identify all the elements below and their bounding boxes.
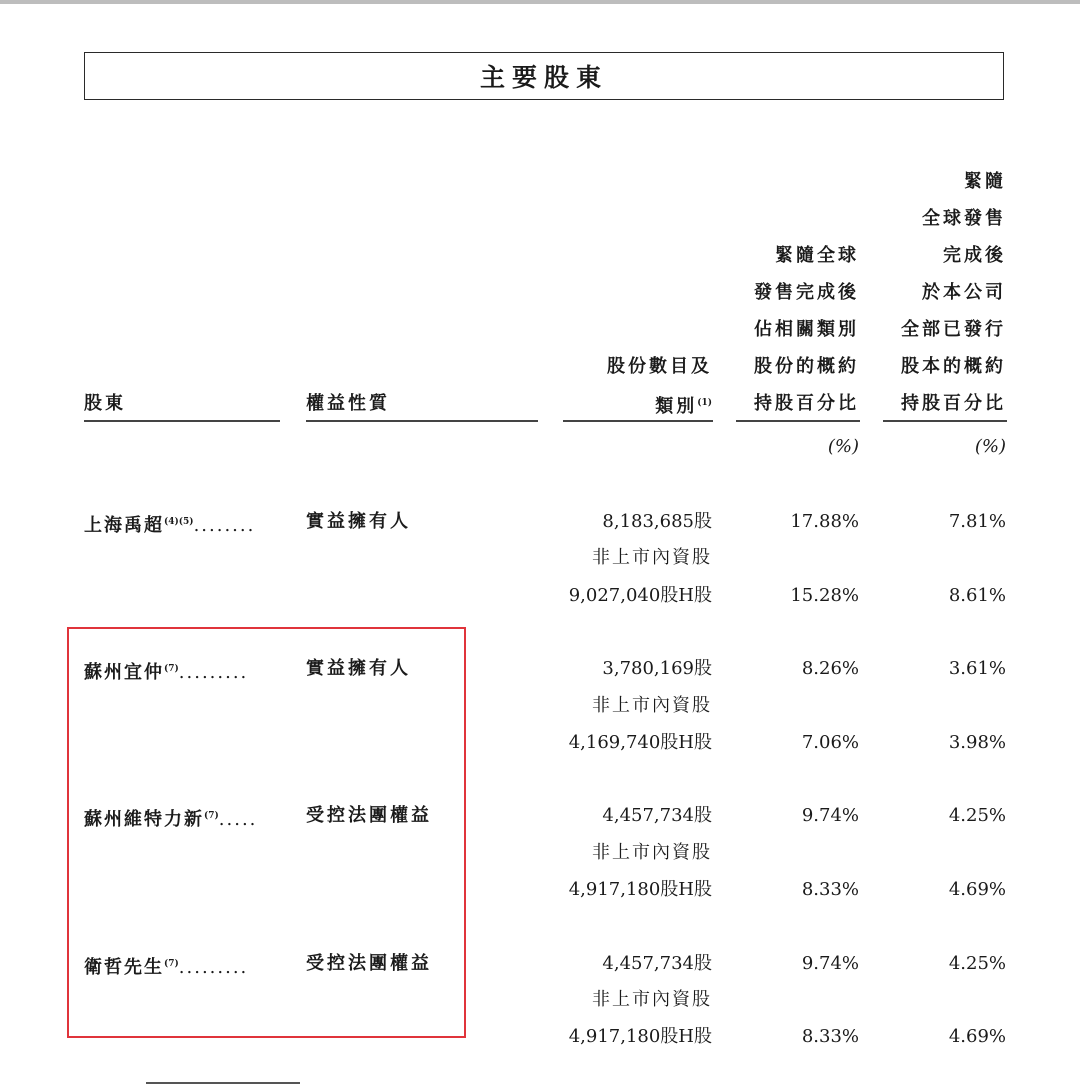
header-shares-line1: 股份數目及 bbox=[607, 356, 712, 377]
total-pct: 3.61% bbox=[948, 658, 1006, 679]
share-class: 非上市內資股 bbox=[592, 547, 712, 568]
header-total-pct bbox=[870, 163, 1006, 422]
header-total-pct-line: 持股百分比 bbox=[901, 393, 1006, 414]
header-class-pct-line: 佔相關類別 bbox=[754, 319, 859, 340]
top-page-border bbox=[0, 0, 1080, 4]
footnote-ref: (4)(5) bbox=[164, 517, 194, 527]
share-class: 非上市內資股 bbox=[592, 842, 712, 863]
share-class: 非上市內資股 bbox=[592, 695, 712, 716]
header-shares-note: (1) bbox=[697, 398, 712, 408]
class-pct: 9.74% bbox=[801, 953, 859, 974]
class-pct: 8.26% bbox=[801, 658, 859, 679]
share-count: 4,917,180股H股 bbox=[568, 879, 712, 900]
leader-dots: ..... bbox=[218, 809, 258, 830]
header-total-pct-line: 緊隨 bbox=[964, 171, 1006, 192]
share-count: 4,169,740股H股 bbox=[568, 732, 712, 753]
leader-dots: ........ bbox=[193, 515, 256, 536]
share-count: 9,027,040股H股 bbox=[568, 585, 712, 606]
highlight-box bbox=[67, 627, 466, 1038]
header-total-pct-line: 全球發售 bbox=[922, 208, 1006, 229]
header-shares-line2: 類別 bbox=[655, 396, 698, 417]
interest-nature: 受控法團權益 bbox=[306, 805, 432, 826]
share-count: 3,780,169股 bbox=[602, 658, 712, 679]
shareholder-name-text: 蘇州維特力新 bbox=[84, 809, 204, 830]
interest-nature: 實益擁有人 bbox=[306, 658, 411, 679]
class-pct: 7.06% bbox=[801, 732, 859, 753]
total-pct: 4.25% bbox=[948, 953, 1006, 974]
footnote-ref: (7) bbox=[204, 811, 219, 821]
class-pct: 8.33% bbox=[801, 879, 859, 900]
header-underline bbox=[563, 420, 713, 422]
leader-dots: ......... bbox=[178, 957, 249, 978]
class-pct: 8.33% bbox=[801, 1026, 859, 1047]
section-title: 主要股東 bbox=[479, 63, 608, 92]
footnote-ref: (7) bbox=[164, 664, 179, 674]
header-class-pct-line: 持股百分比 bbox=[754, 393, 859, 414]
share-count: 4,457,734股 bbox=[602, 953, 712, 974]
header-shares bbox=[560, 348, 712, 425]
share-class: 非上市內資股 bbox=[592, 989, 712, 1010]
header-class-pct bbox=[720, 237, 859, 422]
class-pct: 9.74% bbox=[801, 805, 859, 826]
total-pct: 8.61% bbox=[948, 585, 1006, 606]
share-count: 8,183,685股 bbox=[602, 511, 712, 532]
footnote-ref: (7) bbox=[164, 959, 179, 969]
header-total-pct-line: 全部已發行 bbox=[901, 319, 1006, 340]
total-pct: 4.69% bbox=[948, 1026, 1006, 1047]
header-underline bbox=[883, 420, 1007, 422]
shareholder-name-text: 蘇州宜仲 bbox=[84, 662, 164, 683]
header-class-pct-line: 發售完成後 bbox=[754, 282, 859, 303]
unit-label-total-pct: (%) bbox=[974, 436, 1006, 457]
header-nature: 權益性質 bbox=[306, 393, 390, 414]
header-total-pct-line: 於本公司 bbox=[922, 282, 1006, 303]
unit-label-class-pct: (%) bbox=[827, 436, 859, 457]
total-pct: 4.69% bbox=[948, 879, 1006, 900]
interest-nature: 實益擁有人 bbox=[306, 511, 411, 532]
class-pct: 15.28% bbox=[790, 585, 859, 606]
header-class-pct-line: 緊隨全球 bbox=[775, 245, 859, 266]
header-underline bbox=[84, 420, 280, 422]
class-pct: 17.88% bbox=[790, 511, 859, 532]
header-underline bbox=[736, 420, 860, 422]
interest-nature: 受控法團權益 bbox=[306, 953, 432, 974]
header-total-pct-line: 完成後 bbox=[943, 245, 1006, 266]
shareholder-name-text: 上海禹超 bbox=[84, 515, 164, 536]
header-underline bbox=[306, 420, 538, 422]
header-shareholder: 股東 bbox=[84, 393, 126, 414]
share-count: 4,457,734股 bbox=[602, 805, 712, 826]
footnote-separator bbox=[146, 1082, 300, 1084]
total-pct: 7.81% bbox=[948, 511, 1006, 532]
shareholder-name-text: 衛哲先生 bbox=[84, 957, 164, 978]
share-count: 4,917,180股H股 bbox=[568, 1026, 712, 1047]
section-title-box bbox=[84, 52, 1004, 100]
header-class-pct-line: 股份的概約 bbox=[754, 356, 859, 377]
leader-dots: ......... bbox=[178, 662, 249, 683]
shareholder-name bbox=[84, 509, 255, 539]
total-pct: 3.98% bbox=[948, 732, 1006, 753]
total-pct: 4.25% bbox=[948, 805, 1006, 826]
header-total-pct-line: 股本的概約 bbox=[901, 356, 1006, 377]
